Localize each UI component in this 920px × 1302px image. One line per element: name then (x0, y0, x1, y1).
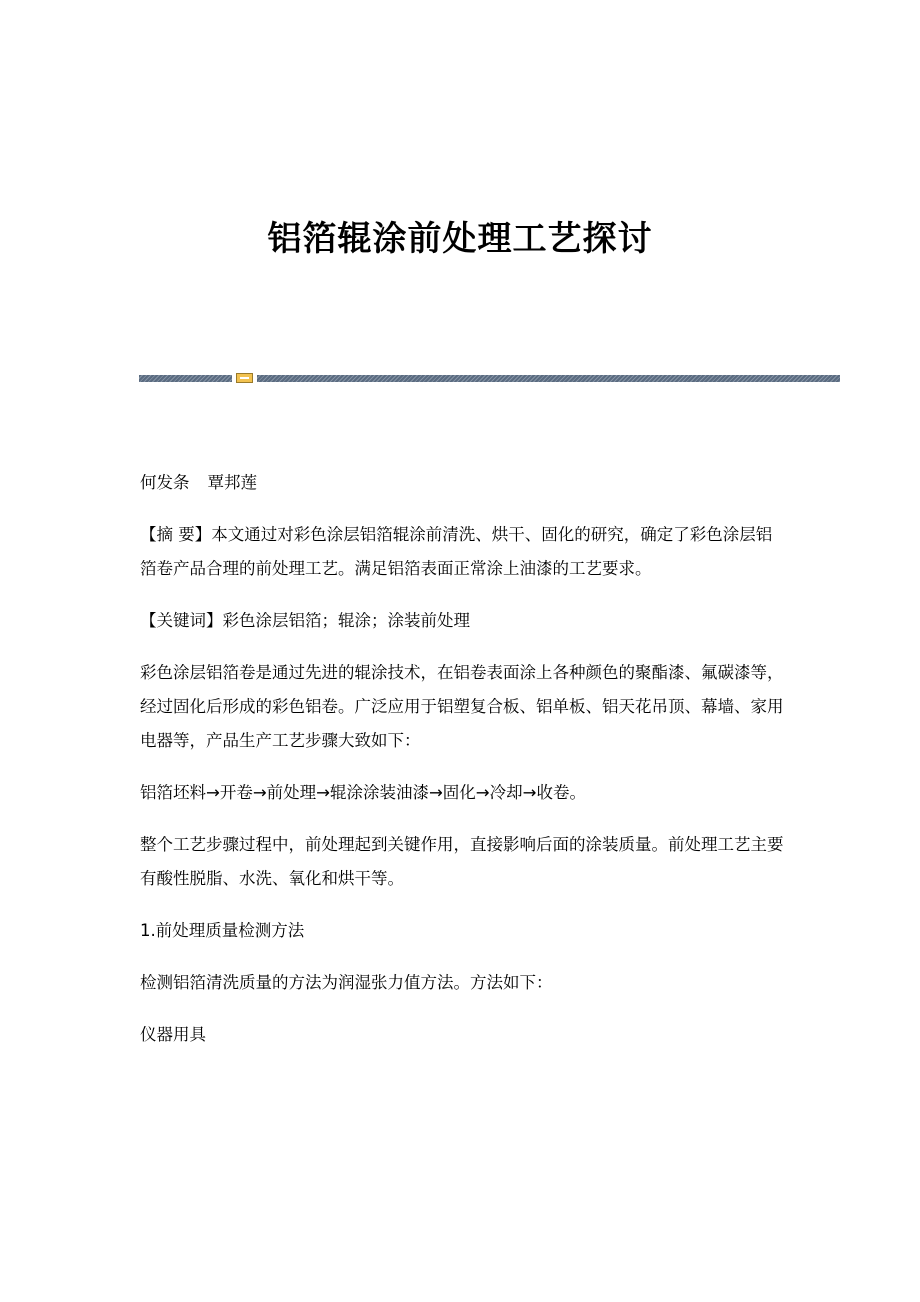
divider-ornament-icon (236, 373, 253, 383)
body-paragraph: 检测铝箔清洗质量的方法为润湿张力值方法。方法如下： (140, 973, 553, 992)
body-paragraph: 整个工艺步骤过程中，前处理起到关键作用，直接影响后面的涂装质量。前处理工艺主要有酸性脱脂、水洗、氧化和烘干等。 (140, 835, 784, 888)
document-title: 铝箔辊涂前处理工艺探讨 (267, 219, 653, 259)
subsection-heading: 仪器用具 (140, 1025, 206, 1044)
author-name: 覃邦莲 (207, 473, 257, 492)
abstract-paragraph: 【摘 要】本文通过对彩色涂层铝箔辊涂前清洗、烘干、固化的研究，确定了彩色涂层铝箔卷产品合理的前处理工艺。满足铝箔表面正常涂上油漆的工艺要求。 (140, 525, 773, 578)
divider-bar-left (139, 375, 232, 382)
body-paragraph: 彩色涂层铝箔卷是通过先进的辊涂技术，在铝卷表面涂上各种颜色的聚酯漆、氟碳漆等，经过固化后形成的彩色铝卷。广泛应用于铝塑复合板、铝单板、铝天花吊顶、幕墙、家用电器等，产品生产工艺步骤大致如下： (140, 663, 784, 750)
keywords-paragraph: 【关键词】彩色涂层铝箔；辊涂；涂装前处理 (140, 611, 470, 630)
section-heading: 1.前处理质量检测方法 (140, 921, 305, 940)
authors-line (140, 466, 785, 500)
decorative-divider (139, 373, 840, 383)
process-flow-paragraph: 铝箔坯料→开卷→前处理→辊涂涂装油漆→固化→冷却→收卷。 (140, 783, 586, 802)
document-body (140, 466, 785, 1070)
author-name: 何发条 (140, 473, 190, 492)
divider-bar-right (257, 375, 840, 382)
